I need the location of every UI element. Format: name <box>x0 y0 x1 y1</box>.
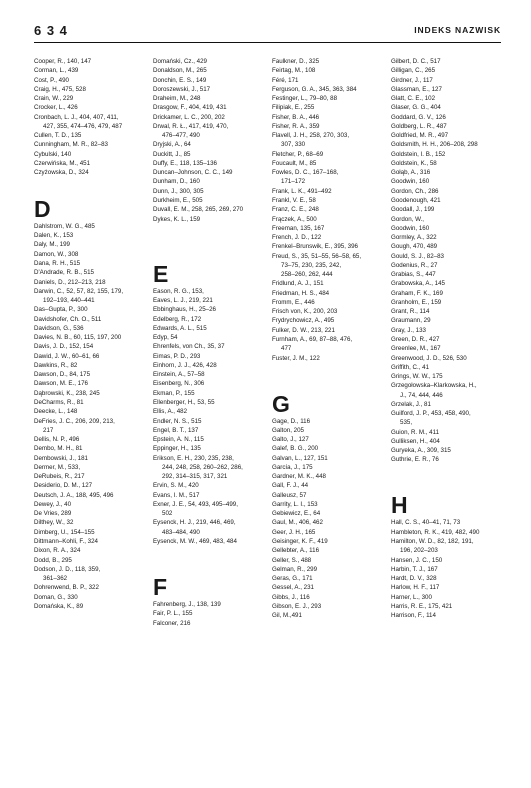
index-entry: Freud, S., 35, 51–55, 56–58, 65, <box>272 252 362 260</box>
index-entry: Eisenberg, N., 306 <box>153 380 205 388</box>
index-entry: Frączek, A., 500 <box>272 215 317 223</box>
index-entry: Goodall, J., 199 <box>391 206 435 214</box>
spacer <box>153 252 271 261</box>
index-column-2 <box>153 57 271 628</box>
spacer <box>153 565 271 574</box>
index-entry: Cooper, R., 140, 147 <box>34 58 92 65</box>
index-entry-continuation: 361–362 <box>43 575 68 583</box>
index-entry: Hardt, D. V., 328 <box>391 575 437 583</box>
index-entry: Hamilton, W. D., 82, 182, 191, <box>391 537 474 545</box>
index-entry: Daly, M., 199 <box>34 241 70 249</box>
index-entry: Girdner, J., 117 <box>391 76 433 84</box>
index-entry: Eason, R. G., 153, <box>153 287 204 295</box>
index-entry: Gołąb, A., 316 <box>391 169 431 177</box>
index-entry: Glatt, C. E., 102 <box>391 95 436 103</box>
index-entry: Dimberg, U., 154–155 <box>34 528 95 536</box>
index-entry: Gall, F. J., 44 <box>272 482 309 490</box>
index-entry: Eppinger, H., 135 <box>153 445 201 453</box>
index-entry: Grabowska, A., 145 <box>391 280 445 288</box>
index-entry: Dunn, J., 300, 305 <box>153 187 204 195</box>
section-letter: G <box>272 390 290 417</box>
index-entry: Gordon, Ch., 286 <box>391 187 439 195</box>
spacer <box>34 177 152 186</box>
index-entry-continuation: 192–193, 440–441 <box>43 297 95 305</box>
index-entry: Dawson, M. E., 176 <box>34 380 88 388</box>
index-entry: Glaser, G. G., 404 <box>391 104 441 112</box>
index-entry: Fletcher, P., 68–69 <box>272 150 324 158</box>
index-entry-continuation: 244, 248, 258, 260–262, 286, <box>162 463 243 471</box>
index-entry: Duncan–Johnson, C. C., 149 <box>153 169 233 177</box>
index-entry: Czyżowska, D., 324 <box>34 169 89 177</box>
index-entry: French, J. D., 122 <box>272 234 322 242</box>
spacer <box>391 474 509 483</box>
index-entry: Dawkins, R., 82 <box>34 361 78 369</box>
index-entry: Gessel, A., 231 <box>272 584 314 592</box>
index-entry-continuation: 171–172 <box>281 178 306 186</box>
index-entry: Donaldson, M., 265 <box>153 67 207 75</box>
index-entry: Corman, L., 439 <box>34 67 79 75</box>
index-entry: Cunningham, M. R., 82–83 <box>34 141 108 149</box>
index-entry: Goldfried, M. R., 497 <box>391 132 449 140</box>
index-entry: Dilthey, W., 32 <box>34 519 74 527</box>
index-columns <box>34 57 504 772</box>
index-entry: Draheim, M., 248 <box>153 95 201 103</box>
index-entry-continuation: 292, 314–315, 317, 321 <box>162 473 228 481</box>
index-entry: Duffy, E., 118, 135–136 <box>153 159 217 167</box>
index-entry: Edelberg, R., 172 <box>153 315 202 323</box>
index-entry: Grabias, S., 447 <box>391 271 436 279</box>
index-entry: Fahrenberg, J., 138, 139 <box>153 600 221 608</box>
index-entry: Gibbs, J., 116 <box>272 593 310 601</box>
index-entry-continuation: 196, 202–203 <box>400 547 438 555</box>
index-entry: Drickamer, L. C., 200, 202 <box>153 113 225 121</box>
index-entry: Dunham, D., 160 <box>153 178 200 186</box>
index-entry: Epstein, A. N., 115 <box>153 436 204 444</box>
index-entry: Guryeka, A., 309, 315 <box>391 447 451 455</box>
index-entry-continuation: 73–75, 230, 235, 242, <box>281 261 342 269</box>
index-entry: Davidshofer, Ch. O., 511 <box>34 315 102 323</box>
index-entry: Freeman, 135, 167 <box>272 224 325 232</box>
index-entry: Griffith, C., 41 <box>391 363 430 371</box>
index-entry: Galleusz, 57 <box>272 491 307 499</box>
index-entry: Grings, W. W., 175 <box>391 373 443 381</box>
running-head: INDEKS NAZWISK <box>414 25 501 35</box>
index-entry: Galto, J., 127 <box>272 436 309 444</box>
index-entry: Franz, C. E., 248 <box>272 206 319 214</box>
index-entry: Dixon, R. A., 324 <box>34 547 81 555</box>
index-entry: Goldstein, I. B., 152 <box>391 150 446 158</box>
index-entry: Dewey, J., 40 <box>34 500 72 508</box>
index-entry: Gough, 470, 489 <box>391 243 438 251</box>
index-entry: Frank, L. K., 491–492 <box>272 187 332 195</box>
spacer <box>272 381 390 390</box>
index-entry: Dąbrowski, K., 238, 245 <box>34 389 100 397</box>
index-entry: Erikson, E. H., 230, 235, 238, <box>153 454 234 462</box>
index-entry: Granholm, E., 159 <box>391 298 442 306</box>
index-entry: Ekman, P., 155 <box>153 389 195 397</box>
index-entry: Eysenck, M. W., 469, 483, 484 <box>153 537 237 545</box>
index-entry: Gardner, M. K., 448 <box>272 473 326 481</box>
index-entry: Gelman, R., 299 <box>272 565 318 573</box>
index-entry: Davies, N. B., 60, 115, 197, 200 <box>34 334 122 342</box>
index-entry: Donchin, E. S., 149 <box>153 76 207 84</box>
index-entry: Fisher, R. A., 359 <box>272 122 320 130</box>
page-header <box>34 23 501 43</box>
index-entry: Dalen, K., 153 <box>34 232 74 240</box>
index-entry: Ellenberger, H., 53, 55 <box>153 398 215 406</box>
index-entry: Craig, H., 475, 528 <box>34 85 86 93</box>
index-entry: D'Andrade, R. B., 515 <box>34 269 94 277</box>
index-entry: Harlow, H. F., 117 <box>391 584 440 592</box>
index-entry: Eysenck, H. J., 219, 446, 469, <box>153 519 236 527</box>
index-entry: Evans, I. M., 517 <box>153 491 200 499</box>
index-entry: Galef, B. G., 200 <box>272 445 319 453</box>
index-entry: Furnham, A., 69, 87–88, 476, <box>272 335 353 343</box>
index-entry: Goodenough, 421 <box>391 196 441 204</box>
index-entry: Feirtag, M., 108 <box>272 67 316 75</box>
index-entry: Graumann, 29 <box>391 317 431 325</box>
index-entry: Frisch von, K., 200, 203 <box>272 308 338 316</box>
index-entry: Goodwin, 160 <box>391 224 430 232</box>
spacer <box>391 483 509 492</box>
index-entry-continuation: 476–477, 490 <box>162 132 200 140</box>
index-entry: De Vries, 289 <box>34 510 72 518</box>
index-entry: Geisinger, K. F., 419 <box>272 537 328 545</box>
index-entry: Das–Gupta, P., 300 <box>34 306 88 314</box>
index-entry: Harris, R. E., 175, 421 <box>391 602 453 610</box>
index-entry-continuation: 477 <box>281 345 292 353</box>
index-entry: Goddard, G. V., 126 <box>391 113 446 121</box>
section-letter: H <box>391 492 408 519</box>
index-entry: Friedman, H. S., 484 <box>272 289 330 297</box>
index-entry: Drwal, R. Ł., 417, 419, 470, <box>153 122 229 130</box>
index-entry: Dittmann–Kohli, F., 324 <box>34 537 98 545</box>
page-number: 6 3 4 <box>34 23 68 38</box>
index-entry: Dana, R. H., 515 <box>34 260 81 268</box>
index-entry: Festinger, L., 79–80, 88 <box>272 95 338 103</box>
index-entry: Gray, J., 133 <box>391 326 426 334</box>
index-entry: Dodson, J. D., 118, 359, <box>34 565 101 573</box>
index-entry: Dykes, K. L., 159 <box>153 215 201 223</box>
index-entry: Greenwood, J. D., 526, 530 <box>391 354 467 362</box>
spacer <box>34 187 152 196</box>
index-entry: Gulliksen, H., 404 <box>391 437 440 445</box>
index-entry: Desiderio, D. M., 127 <box>34 482 93 490</box>
index-entry: Ferguson, G. A., 345, 363, 384 <box>272 85 357 93</box>
index-entry: Gould, S. J., 82–83 <box>391 252 444 260</box>
index-entry: Grzelak, J., 81 <box>391 400 431 408</box>
index-entry: Grzegołowska–Klarkowska, H., <box>391 382 477 390</box>
index-entry-continuation: 535, <box>400 419 413 427</box>
index-entry: Hall, C. S., 40–41, 71, 73 <box>391 519 461 527</box>
index-entry: Frydrychowicz, A., 495 <box>272 317 335 325</box>
index-entry: Green, D. R., 427 <box>391 335 440 343</box>
index-entry: Endler, N. S., 515 <box>153 417 202 425</box>
index-entry: Damon, W., 308 <box>34 250 79 258</box>
spacer <box>272 372 390 381</box>
index-entry-continuation: 427, 355, 474–476, 479, 487 <box>43 122 123 130</box>
index-entry: Davis, J. D., 152, 154 <box>34 343 94 351</box>
index-entry: DeFries, J. C., 206, 209, 213, <box>34 417 115 425</box>
index-entry: Duvall, E. M., 258, 265, 269, 270 <box>153 206 244 214</box>
index-entry: Glassman, E., 127 <box>391 85 442 93</box>
index-entry: García, J., 175 <box>272 463 313 471</box>
index-entry: Cullen, T. D., 135 <box>34 132 82 140</box>
index-entry: Harrison, F., 114 <box>391 612 436 620</box>
index-entry: Deutsch, J. A., 188, 495, 496 <box>34 491 114 499</box>
spacer <box>153 224 271 233</box>
index-entry: Edyp, 54 <box>153 334 178 342</box>
index-entry: Crocker, L., 426 <box>34 104 78 112</box>
index-entry: Faulkner, D., 325 <box>272 58 320 65</box>
index-entry: DeCharms, R., 81 <box>34 399 84 406</box>
index-entry: Exner, J. E., 54, 493, 495–499, <box>153 500 238 508</box>
index-entry: Engel, B. T., 137 <box>153 426 199 434</box>
index-entry-continuation: 217 <box>43 426 54 434</box>
index-entry: Dahlstrom, W. G., 485 <box>34 222 95 230</box>
index-entry: Eimas, P. D., 293 <box>153 352 201 360</box>
index-entry: Garrity, L. I., 153 <box>272 500 318 508</box>
index-entry: Fair, P. L., 155 <box>153 610 193 618</box>
index-entry-continuation: 483–484, 490 <box>162 528 200 536</box>
index-entry: Hansen, J. C., 150 <box>391 556 443 564</box>
index-entry-continuation: 307, 330 <box>281 141 306 149</box>
index-entry: Graham, F. K., 169 <box>391 289 443 297</box>
index-entry: Ehrenfels, von Ch., 35, 37 <box>153 343 225 351</box>
index-entry: Dembowski, J., 181 <box>34 454 88 462</box>
index-entry: Cost, P., 490 <box>34 76 69 84</box>
index-entry: Guion, R. M., 411 <box>391 428 440 436</box>
index-entry: Gilbert, D. C., 517 <box>391 58 441 65</box>
index-entry: Frankl, V. E., 58 <box>272 196 316 204</box>
spacer <box>153 233 271 242</box>
index-entry: Fromm, E., 446 <box>272 298 315 306</box>
index-entry: Goldberg, L. R., 487 <box>391 122 447 130</box>
index-entry: Geras, G., 171 <box>272 575 313 583</box>
index-entry: Davidson, G., 536 <box>34 324 84 332</box>
index-entry: Dryjski, A., 64 <box>153 141 191 149</box>
index-entry: Daniels, D., 212–213, 218 <box>34 278 106 286</box>
index-entry: Einhorn, J. J., 426, 428 <box>153 361 217 369</box>
index-entry-continuation: J., 74, 444, 446 <box>400 391 443 399</box>
index-entry: Dawson, D., 84, 175 <box>34 371 91 379</box>
index-entry: Dohrenwend, B. P., 322 <box>34 584 99 592</box>
spacer <box>391 465 509 474</box>
index-entry: Dermer, M., 533, <box>34 463 81 471</box>
index-column-4 <box>391 57 509 620</box>
index-entry: DeRubeis, R., 217 <box>34 473 85 481</box>
index-entry: Dawid, J. W., 60–61, 66 <box>34 352 100 360</box>
index-entry: Frenkel–Brunswik, E., 395, 396 <box>272 243 358 251</box>
spacer <box>153 546 271 555</box>
index-column-3 <box>272 57 390 620</box>
index-entry: Ellis, A., 482 <box>153 408 188 416</box>
index-entry: Ervin, S. M., 420 <box>153 482 199 490</box>
section-letter: D <box>34 195 51 222</box>
index-entry: Féré, 171 <box>272 76 299 84</box>
index-entry: Dodd, B., 295 <box>34 556 72 564</box>
index-entry: Gormley, A., 322 <box>391 234 437 242</box>
index-entry: Fuster, J. M., 122 <box>272 354 320 362</box>
index-entry: Foucault, M., 85 <box>272 159 317 167</box>
index-entry: Harbin, T. J., 167 <box>391 565 438 573</box>
index-entry: Grant, R., 114 <box>391 308 430 316</box>
index-entry: Gilligan, C., 265 <box>391 67 436 75</box>
index-entry: Goodwin, 160 <box>391 178 430 186</box>
section-letter: F <box>153 573 168 600</box>
index-entry: Goldsmith, H. H., 206–208, 298 <box>391 141 478 149</box>
index-entry: Harner, L., 300 <box>391 593 432 601</box>
index-entry: Filipiak, E., 255 <box>272 104 315 112</box>
index-entry: Deecke, L., 148 <box>34 408 78 416</box>
index-entry: Domański, Cz., 429 <box>153 58 207 65</box>
index-entry: Guthrie, E. R., 76 <box>391 456 439 464</box>
index-entry: Cronbach, L. J., 404, 407, 411, <box>34 113 119 121</box>
index-entry: Gebiewicz, E., 64 <box>272 510 321 518</box>
index-entry: Doman, G., 330 <box>34 593 78 601</box>
index-entry: Galvan, L., 127, 151 <box>272 454 328 462</box>
index-entry: Geller, S., 488 <box>272 556 312 564</box>
index-entry: Gellebter, A., 116 <box>272 547 320 555</box>
index-entry: Drasgow, F., 404, 419, 431 <box>153 104 227 112</box>
index-entry: Edwards, A. L., 515 <box>153 324 207 332</box>
index-entry: Eaves, L. J., 219, 221 <box>153 297 213 305</box>
index-entry: Hambleton, R. K., 419, 482, 490 <box>391 528 480 536</box>
index-entry: Galton, 205 <box>272 426 304 434</box>
index-entry-continuation: 502 <box>162 510 173 518</box>
index-entry: Gage, D., 116 <box>272 417 311 425</box>
spacer <box>272 363 390 372</box>
index-entry: Domańska, K., 89 <box>34 602 84 610</box>
index-entry: Einstein, A., 57–58 <box>153 371 205 379</box>
index-entry: Guilford, J. P., 453, 458, 490, <box>391 410 471 418</box>
section-letter: E <box>153 260 169 287</box>
index-entry: Flavell, J. H., 258, 270, 303, <box>272 132 350 140</box>
index-entry: Dembo, M. H., 81 <box>34 445 83 453</box>
index-entry: Fulker, D. W., 213, 221 <box>272 326 335 334</box>
index-entry: Gordon, W., <box>391 215 425 223</box>
index-entry: Duckitt, J., 85 <box>153 150 191 158</box>
index-entry-continuation: 258–260, 262, 444 <box>281 271 333 279</box>
index-entry: Greenlee, M., 167 <box>391 345 441 353</box>
spacer <box>153 242 271 251</box>
index-entry: Fridlund, A. J., 151 <box>272 280 324 288</box>
index-entry: Czerwińska, M., 451 <box>34 159 91 167</box>
index-column-1 <box>34 57 152 611</box>
index-entry: Geer, J. H., 165 <box>272 528 316 536</box>
index-entry: Cybulski, 140 <box>34 150 72 158</box>
index-entry: Fowles, D. C., 167–168, <box>272 169 339 177</box>
index-entry: Gibson, E. J., 293 <box>272 602 322 610</box>
index-entry: Goldstein, K., 58 <box>391 159 437 167</box>
index-entry: Godenius, R., 27 <box>391 261 438 269</box>
index-entry: Ebbinghaus, H., 25–26 <box>153 306 216 314</box>
index-entry: Durkheim, E., 505 <box>153 196 203 204</box>
index-entry: Gaul, M., 406, 462 <box>272 519 323 527</box>
index-entry: Fisher, B. A., 446 <box>272 113 320 121</box>
spacer <box>153 555 271 564</box>
index-entry: Gil, M.,491 <box>272 612 302 620</box>
index-entry: Doroszewski, J., 517 <box>153 85 211 93</box>
index-entry: Crain, W., 229 <box>34 95 74 103</box>
index-entry: Falconer, 216 <box>153 619 191 627</box>
index-entry: Darwin, C., 52, 57, 82, 155, 179, <box>34 287 124 295</box>
index-entry: Dellis, N. P., 496 <box>34 436 80 444</box>
